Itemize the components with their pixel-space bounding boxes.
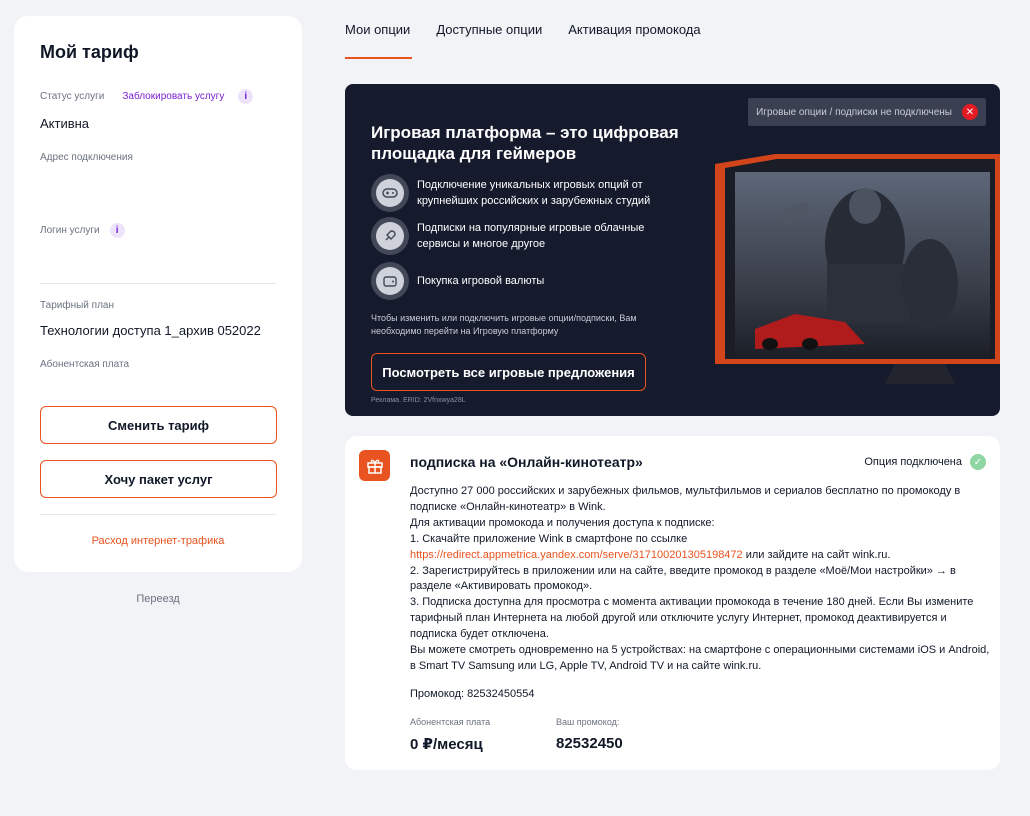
relocation-link[interactable]: Переезд (136, 593, 180, 605)
promo-label: Ваш промокод: (556, 717, 620, 727)
login-label: Логин услуги (40, 225, 100, 236)
rocket-icon (376, 222, 404, 250)
tariff-title: Мой тариф (40, 42, 139, 62)
divider (40, 283, 276, 284)
fee-block (410, 717, 490, 753)
feature-text: Подключение уникальных игровых опций от крупнейших российских и зарубежных студий (417, 179, 651, 207)
tab-promo-activation[interactable]: Активация промокода (568, 22, 701, 37)
wallet-icon (376, 267, 404, 295)
game-platform-banner (345, 84, 1000, 416)
banner-feature (371, 174, 672, 212)
change-tariff-button[interactable]: Сменить тариф (40, 406, 277, 444)
close-icon[interactable]: ✕ (962, 104, 978, 120)
option-status (864, 454, 986, 470)
traffic-usage-link[interactable]: Расход интернет-трафика (91, 535, 225, 547)
plan-value: Технологии доступа 1_архив 052022 (40, 323, 261, 338)
info-icon[interactable]: i (110, 223, 125, 238)
divider (40, 514, 276, 515)
service-package-button[interactable]: Хочу пакет услуг (40, 460, 277, 498)
desc-paragraph: Для активации промокода и получения доступа к подписке: (410, 516, 715, 529)
active-tab-indicator (345, 57, 412, 59)
plan-label: Тарифный план (40, 300, 115, 311)
promo-block (556, 717, 623, 752)
fee-label: Абонентская плата (40, 359, 130, 370)
desc-paragraph: 1. Скачайте приложение Wink в смартфоне по ссылке https://redirect.appmetrica.yandex.com/serve/317100201305198472 или зайдите на сайт wink.ru. (410, 532, 891, 561)
view-game-offers-button[interactable]: Посмотреть все игровые предложения (371, 353, 646, 391)
gift-icon (359, 450, 390, 481)
banner-feature (371, 262, 672, 300)
subscription-description (410, 484, 990, 675)
wink-download-link[interactable]: https://redirect.appmetrica.yandex.com/serve/317100201305198472 (410, 548, 743, 561)
login-row (40, 223, 276, 238)
ad-label: Реклама. ERID: 2Vfnxwya28L (371, 397, 466, 404)
fee-value: 0 ₽/месяц (410, 736, 483, 753)
desc-paragraph: 3. Подписка доступна для просмотра с момента активации промокода в течение 180 дней. Если Вы измените тарифный план Интернета на любой другой или отключите услугу Интернет, промокод деактивируется и подписка будет отключена. (410, 596, 974, 641)
status-text: Опция подключена (864, 456, 962, 468)
feature-text: Подписки на популярные игровые облачные сервисы и многое другое (417, 222, 645, 250)
tab-my-options[interactable]: Мои опции (345, 22, 411, 37)
check-icon: ✓ (970, 454, 986, 470)
desc-paragraph: 2. Зарегистрируйтесь в приложении или на сайте, введите промокод в разделе «Моё/Мои настройки» → в разделе «Активировать промокод». (410, 564, 956, 593)
block-service-link[interactable]: Заблокировать услугу (122, 91, 225, 102)
feature-text: Покупка игровой валюты (417, 275, 545, 287)
banner-note: Чтобы изменить или подключить игровые опции/подписки, Вам необходимо перейти на Игровую платформу (371, 313, 637, 336)
status-badge (748, 98, 986, 126)
subscription-card (345, 436, 1000, 770)
promo-value: 82532450 (556, 735, 623, 752)
status-value: Активна (40, 116, 90, 131)
address-label: Адрес подключения (40, 152, 133, 163)
desc-paragraph: Вы можете смотреть одновременно на 5 устройствах: на смартфоне с операционными системами iOS и Android, в Smart TV Samsung или LG, Apple TV, Android TV и на сайте wink.ru. (410, 644, 990, 672)
status-label: Статус услуги (40, 91, 105, 102)
status-row (40, 89, 276, 104)
badge-text: Игровые опции / подписки не подключены (756, 106, 952, 118)
tab-available-options[interactable]: Доступные опции (436, 22, 543, 37)
info-icon[interactable]: i (238, 89, 253, 104)
banner-feature (371, 217, 672, 255)
promo-code-line: Промокод: 82532450554 (410, 688, 535, 700)
game-artwork (715, 154, 1000, 399)
gamepad-icon (376, 179, 404, 207)
banner-title: Игровая платформа – это цифровая площадка для геймеров (371, 123, 679, 163)
options-tabs (345, 22, 727, 50)
fee-label: Абонентская плата (410, 717, 491, 727)
subscription-title: подписка на «Онлайн-кинотеатр» (410, 454, 643, 470)
tariff-card (14, 16, 302, 572)
desc-paragraph: Доступно 27 000 российских и зарубежных фильмов, мультфильмов и сериалов бесплатно по промокоду в подписке «Онлайн-кинотеатр» в Wink. (410, 485, 961, 513)
